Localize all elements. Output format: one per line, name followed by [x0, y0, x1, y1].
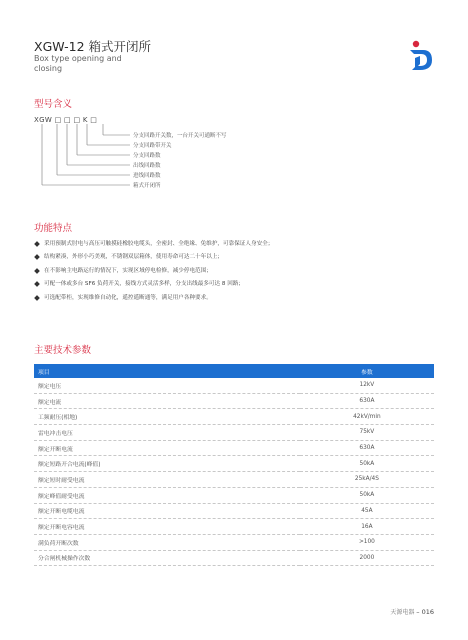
page-title: XGW-12 箱式开闭所: [34, 39, 151, 54]
table-row: [34, 440, 434, 456]
table-row: [34, 456, 434, 472]
annotation-label: 分支回路开关数，一台开关可通断不写: [133, 133, 227, 139]
param-name: 工频耐压(相地): [34, 409, 300, 425]
param-name: 额定短时耐受电流: [34, 472, 300, 488]
param-value: 630A: [300, 393, 434, 409]
features-section-heading: 功能特点: [34, 223, 73, 234]
param-name: 分合闸机械操作次数: [34, 550, 300, 566]
param-value: 75kV: [300, 425, 434, 441]
param-value: 45A: [300, 503, 434, 519]
feature-text: 可选配带柜，实现维修自动化，遥控遥断通等，满足用户各种要求。: [44, 294, 212, 301]
param-name: 额定开断电流: [34, 440, 300, 456]
param-name: 额定开断电容电流: [34, 519, 300, 535]
param-name: 额定峰值耐受电流: [34, 487, 300, 503]
param-value: 2000: [300, 550, 434, 566]
param-value: 12kV: [300, 378, 434, 393]
table-row: [34, 534, 434, 550]
annotation-label: 出线回路数: [133, 163, 161, 169]
param-name: 额定开断电缆电流: [34, 503, 300, 519]
model-section-heading: 型号含义: [34, 99, 73, 110]
page-subtitle: Box type opening and closing: [34, 54, 122, 73]
annotation-label: 分支回路带开关: [133, 143, 172, 149]
param-value: 50kA: [300, 456, 434, 472]
feature-item: [34, 240, 434, 253]
column-header: 参数: [300, 364, 434, 378]
bullet-icon: [34, 281, 40, 287]
feature-text: 可配一体或多台 SF6 负荷开关，接线方式灵活多样，分支出线最多可达 8 回路；: [44, 281, 244, 288]
feature-text: 采用预制式肘电与高压可触摸硅橡胶电缆头，全密封、全绝缘、免维护，可靠保证人身安全；: [44, 241, 274, 247]
table-row: [34, 487, 434, 503]
table-row: [34, 550, 434, 566]
table-row: [34, 409, 434, 425]
param-value: 50kA: [300, 487, 434, 503]
model-code: XGW □ □ □ K □: [34, 116, 98, 124]
param-name: 雷电冲击电压: [34, 425, 300, 441]
spec-section-heading: 主要技术参数: [34, 345, 92, 356]
annotation-label: 进线回路数: [133, 173, 161, 179]
column-header: 项目: [34, 364, 300, 378]
feature-list: [34, 240, 434, 307]
table-row: [34, 503, 434, 519]
param-value: >100: [300, 534, 434, 550]
feature-item: [34, 280, 434, 293]
spec-table: [34, 364, 434, 566]
table-row: [34, 393, 434, 409]
table-row: [34, 425, 434, 441]
table-row: [34, 378, 434, 393]
annotation-label: 分支回路数: [133, 153, 161, 159]
bullet-icon: [34, 268, 40, 274]
page-footer: [390, 607, 434, 616]
footer-brand: 天源电器: [390, 609, 415, 616]
param-value: 16A: [300, 519, 434, 535]
bullet-icon: [34, 255, 40, 261]
feature-item: [34, 253, 434, 266]
model-annotation-lines: [0, 0, 468, 200]
param-value: 25kA/4S: [300, 472, 434, 488]
table-header-row: [34, 364, 434, 378]
bullet-icon: [34, 295, 40, 301]
table-row: [34, 472, 434, 488]
table-row: [34, 519, 434, 535]
feature-text: 结构紧凑，外形小巧美观，不锈钢双层箱体，使用寿命可达二十年以上；: [44, 254, 224, 261]
page-number: – 016: [416, 608, 434, 616]
feature-item: [34, 267, 434, 280]
annotation-label: 箱式开闭所: [133, 183, 161, 189]
param-name: 满负荷开断次数: [34, 534, 300, 550]
param-value: 630A: [300, 440, 434, 456]
feature-item: [34, 294, 434, 307]
param-name: 额定电流: [34, 393, 300, 409]
feature-text: 在不影响主电路运行的情况下，实现区域停电检修，减少停电范围；: [44, 267, 212, 274]
param-name: 额定短路开合电流(峰值): [34, 456, 300, 472]
param-value: 42kV/min: [300, 409, 434, 425]
param-name: 额定电压: [34, 378, 300, 393]
bullet-icon: [34, 241, 40, 247]
